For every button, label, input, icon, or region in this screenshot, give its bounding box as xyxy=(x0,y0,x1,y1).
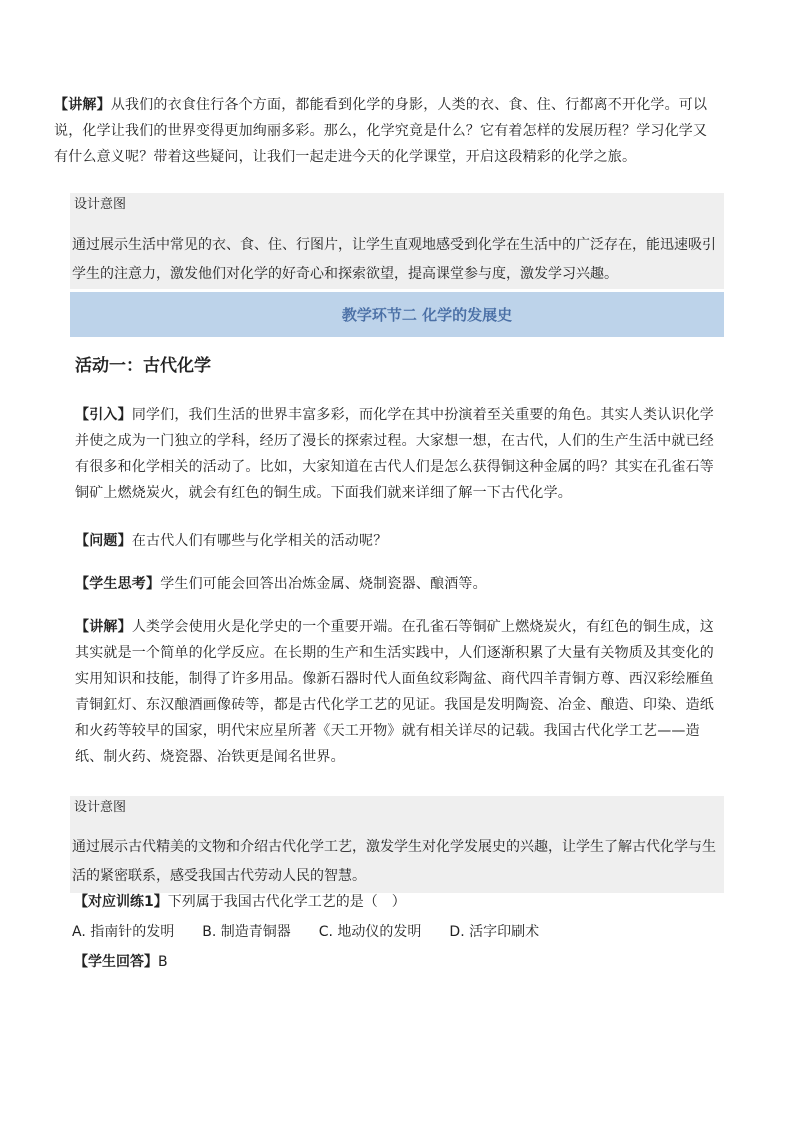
student-answer-value: B xyxy=(158,954,168,970)
question-paragraph xyxy=(75,528,721,554)
design-intent-box-2 xyxy=(70,796,724,893)
design-intent-text-2: 通过展示古代精美的文物和介绍古代化学工艺，激发学生对化学发展史的兴趣，让学生了解古代化学与生活的紧密联系，感受我国古代劳动人民的智慧。 xyxy=(72,839,716,884)
design-intent-title-2: 设计意图 xyxy=(74,800,127,815)
student-thinking-paragraph xyxy=(75,571,721,597)
design-intent-text-1: 通过展示生活中常见的衣、食、住、行图片，让学生直观地感受到化学在生活中的广泛存在，能迅速吸引学生的注意力，激发他们对化学的好奇心和探索欲望，提高课堂参与度，激发学习兴趣。 xyxy=(72,237,716,282)
design-intent-box-1 xyxy=(70,193,724,289)
lead-in-tag: 【引入】 xyxy=(75,407,132,423)
intro-text: 从我们的衣食住行各个方面，都能看到化学的身影，人类的衣、食、住、行都离不开化学。可以说，化学让我们的世界变得更加绚丽多彩。那么，化学究竟是什么？它有着怎样的发展历程？学习化学又有什么意义呢？带着这些疑问，让我们一起走进今天的化学课堂，开启这段精彩的化学之旅。 xyxy=(54,97,708,165)
student-thinking-tag: 【学生思考】 xyxy=(75,576,161,592)
activity-heading: 活动一：古代化学 xyxy=(75,356,211,376)
lead-in-text: 同学们，我们生活的世界丰富多彩，而化学在其中扮演着至关重要的角色。其实人类认识化学并使之成为一门独立的学科，经历了漫长的探索过程。大家想一想，在古代，人们的生产生活中就已经有很多和化学相关的活动了。比如，大家知道在古代人们是怎么获得铜这种金属的吗？其实在孔雀石等铜矿上燃烧炭火，就会有红色的铜生成。下面我们就来详细了解一下古代化学。 xyxy=(75,407,715,501)
section-header-bar xyxy=(70,292,724,337)
section-title: 教学环节二 化学的发展史 xyxy=(341,306,513,324)
lecture-text-2: 人类学会使用火是化学史的一个重要开端。在孔雀石等铜矿上燃烧炭火，有红色的铜生成，这其实就是一个简单的化学反应。在长期的生产和生活实践中，人们逐渐积累了大量有关物质及其变化的实用知识和技能，制得了许多用品。像新石器时代人面鱼纹彩陶盆、商代四羊青铜方尊、西汉彩绘雁鱼青铜釭灯、东汉酿酒画像砖等，都是古代化学工艺的见证。我国是发明陶瓷、冶金、酿造、印染、造纸和火药等较早的国家，明代宋应星所著《天工开物》就有相关详尽的记载。我国古代化学工艺——造纸、制火药、烧瓷器、冶铁更是闻名世界。 xyxy=(75,619,715,765)
exercise-options: A. 指南针的发明 B. 制造青铜器 C. 地动仪的发明 D. 活字印刷术 xyxy=(72,924,540,940)
student-thinking-text: 学生们可能会回答出冶炼金属、烧制瓷器、酿酒等。 xyxy=(160,576,487,592)
lead-in-paragraph xyxy=(75,402,721,506)
question-tag: 【问题】 xyxy=(75,533,132,549)
exercise-question: 下列属于我国古代化学工艺的是（ ） xyxy=(167,894,406,910)
exercise-tag: 【对应训练1】 xyxy=(74,894,168,910)
design-intent-title-1: 设计意图 xyxy=(74,197,127,212)
lecture-paragraph-2 xyxy=(75,614,721,770)
intro-paragraph xyxy=(54,92,716,170)
lecture-tag-2: 【讲解】 xyxy=(75,619,132,635)
exercise-question-line xyxy=(74,891,406,913)
intro-tag: 【讲解】 xyxy=(54,97,111,113)
student-answer-line xyxy=(74,951,168,973)
question-text: 在古代人们有哪些与化学相关的活动呢？ xyxy=(131,533,388,549)
student-answer-tag: 【学生回答】 xyxy=(74,954,158,970)
